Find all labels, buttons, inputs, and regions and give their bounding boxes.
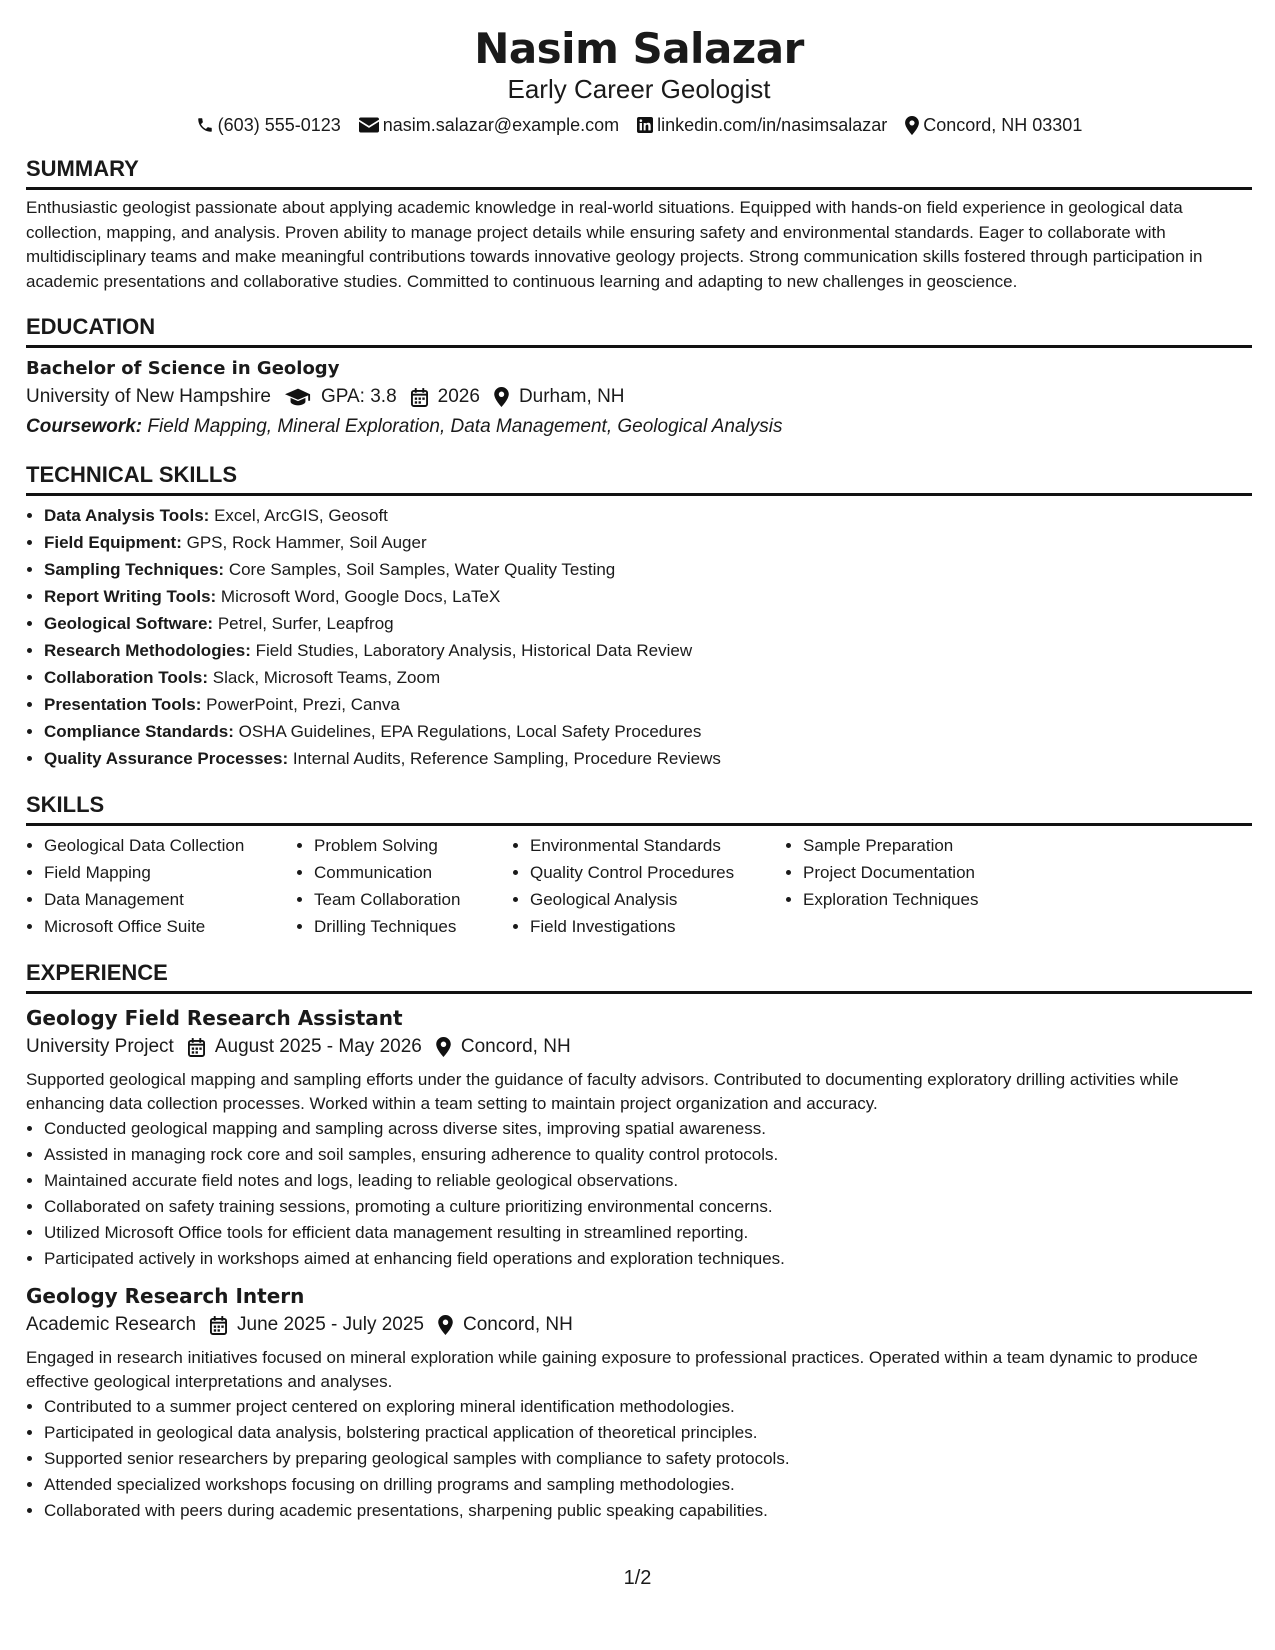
education-section	[26, 294, 1252, 442]
summary-section	[26, 136, 1252, 294]
job-bullets	[26, 1116, 1252, 1272]
experience-entry	[26, 1004, 1252, 1272]
skill-label: Presentation Tools:	[44, 695, 202, 714]
calendar-icon	[210, 1316, 227, 1335]
skill-value: Core Samples, Soil Samples, Water Quality Testing	[228, 560, 616, 579]
list-item: • Collaborated on safety training sessions, promoting a culture prioritizing environmental concerns.	[44, 1194, 1252, 1220]
job-dates: August 2025 - May 2026	[214, 1036, 422, 1057]
list-item	[44, 637, 1252, 664]
education-year: 2026	[437, 386, 480, 407]
list-item: • Supported senior researchers by preparing geological samples with compliance to safety protocols.	[44, 1446, 1252, 1472]
job-title: Geology Research Intern	[26, 1284, 305, 1308]
skill-label: Sampling Techniques:	[44, 560, 225, 579]
map-pin-icon	[438, 1315, 453, 1335]
list-item: • Project Documentation	[803, 859, 1043, 886]
list-item	[44, 556, 1252, 583]
resume-header	[26, 24, 1252, 136]
list-item: • Problem Solving	[314, 832, 512, 859]
job-dates: June 2025 - July 2025	[237, 1314, 424, 1335]
education-meta	[26, 382, 1252, 412]
education-school: University of New Hampshire	[26, 386, 271, 407]
skill-value: Petrel, Surfer, Leapfrog	[217, 614, 394, 633]
list-item: • Communication	[314, 859, 512, 886]
list-item: • Team Collaboration	[314, 886, 512, 913]
skill-value: PowerPoint, Prezi, Canva	[206, 695, 400, 714]
list-item	[44, 745, 1252, 772]
skill-label: Collaboration Tools:	[44, 668, 209, 687]
list-item	[44, 502, 1252, 529]
technical-skills-list	[26, 502, 1252, 772]
job-organization: University Project	[26, 1036, 174, 1057]
contact-phone[interactable]	[196, 114, 341, 136]
contact-location-text: Concord, NH 03301	[923, 115, 1083, 135]
skill-label: Report Writing Tools:	[44, 587, 217, 606]
skill-value: Slack, Microsoft Teams, Zoom	[212, 668, 441, 687]
skill-label: Research Methodologies:	[44, 641, 251, 660]
list-item: • Geological Data Collection	[44, 832, 296, 859]
education-gpa: GPA: 3.8	[320, 386, 397, 407]
skills-column	[26, 832, 296, 940]
skills-column	[296, 832, 512, 940]
phone-icon	[196, 116, 214, 134]
list-item: • Exploration Techniques	[803, 886, 1043, 913]
skill-label: Data Analysis Tools:	[44, 506, 210, 525]
job-description: Supported geological mapping and sampling efforts under the guidance of faculty advisors. Contributed to documenting exploratory drilling activities while enhancing data collection processes. Worked within a team setting to maintain project organization and accuracy.	[26, 1070, 1179, 1113]
contact-phone-text: (603) 555-0123	[217, 115, 341, 135]
list-item: • Environmental Standards	[530, 832, 785, 859]
list-item: • Data Management	[44, 886, 296, 913]
list-item: • Conducted geological mapping and sampling across diverse sites, improving spatial awareness.	[44, 1116, 1252, 1142]
list-item: • Microsoft Office Suite	[44, 913, 296, 940]
list-item: • Field Mapping	[44, 859, 296, 886]
skill-value: GPS, Rock Hammer, Soil Auger	[186, 533, 427, 552]
education-heading: EDUCATION	[26, 294, 1252, 348]
list-item: • Attended specialized workshops focusing on drilling programs and sampling methodologies.	[44, 1472, 1252, 1498]
page-number: 1/2	[623, 1567, 652, 1589]
list-item: • Drilling Techniques	[314, 913, 512, 940]
map-pin-icon	[905, 116, 919, 135]
list-item	[44, 664, 1252, 691]
job-bullets	[26, 1394, 1252, 1524]
map-pin-icon	[494, 387, 509, 407]
education-degree: Bachelor of Science in Geology	[26, 358, 340, 379]
job-description: Engaged in research initiatives focused on mineral exploration while gaining exposure to professional practices. Operated within a team dynamic to produce effective geological interpretations and analyses.	[26, 1348, 1198, 1391]
graduation-cap-icon	[285, 388, 311, 406]
experience-section	[26, 940, 1252, 1524]
skill-value: Field Studies, Laboratory Analysis, Historical Data Review	[255, 641, 693, 660]
technical-skills-section	[26, 442, 1252, 772]
contact-email-text: nasim.salazar@example.com	[382, 115, 620, 135]
skill-value: OSHA Guidelines, EPA Regulations, Local Safety Procedures	[238, 722, 702, 741]
list-item: • Participated in geological data analysis, bolstering practical application of theoretical principles.	[44, 1420, 1252, 1446]
contact-linkedin-text: linkedin.com/in/nasimsalazar	[657, 115, 888, 135]
resume-page	[26, 20, 1252, 1524]
experience-heading: EXPERIENCE	[26, 940, 1252, 994]
list-item: • Quality Control Procedures	[530, 859, 785, 886]
skills-column	[785, 832, 1043, 940]
job-location: Concord, NH	[463, 1314, 573, 1335]
job-location: Concord, NH	[460, 1036, 571, 1057]
calendar-icon	[411, 388, 428, 407]
list-item	[44, 610, 1252, 637]
job-meta	[26, 1310, 1252, 1340]
skill-value: Excel, ArcGIS, Geosoft	[214, 506, 388, 525]
skill-value: Microsoft Word, Google Docs, LaTeX	[220, 587, 501, 606]
experience-entry	[26, 1282, 1252, 1524]
skills-heading: SKILLS	[26, 772, 1252, 826]
skill-label: Quality Assurance Processes:	[44, 749, 289, 768]
list-item: • Field Investigations	[530, 913, 785, 940]
list-item: • Geological Analysis	[530, 886, 785, 913]
list-item	[44, 718, 1252, 745]
job-title: Geology Field Research Assistant	[26, 1006, 403, 1030]
job-organization: Academic Research	[26, 1314, 197, 1335]
summary-text: Enthusiastic geologist passionate about applying academic knowledge in real-world situations. Equipped with hands-on field experience in geological data collection, mapping, and analysis. Proven ability to manage project details while ensuring safety and environmental standards. Eager to collaborate with multidisciplinary teams and make meaningful contributions towards innovative geology projects. Strong communication skills fostered through participation in academic presentations and collaborative studies. Committed to continuous learning and adapting to new challenges in geoscience.	[26, 198, 1203, 291]
linkedin-icon	[637, 117, 653, 133]
contact-linkedin[interactable]	[637, 114, 887, 136]
list-item: • Contributed to a summer project centered on exploring mineral identification methodologies.	[44, 1394, 1252, 1420]
skills-grid	[26, 832, 1252, 940]
skill-label: Field Equipment:	[44, 533, 182, 552]
list-item	[44, 529, 1252, 556]
contact-bar	[26, 114, 1252, 136]
list-item	[44, 691, 1252, 718]
candidate-title: Early Career Geologist	[507, 74, 771, 104]
skill-label: Compliance Standards:	[44, 722, 234, 741]
skill-label: Geological Software:	[44, 614, 214, 633]
contact-email[interactable]	[359, 114, 619, 136]
list-item: • Utilized Microsoft Office tools for efficient data management resulting in streamlined reporting.	[44, 1220, 1252, 1246]
email-icon	[359, 117, 379, 133]
list-item	[44, 583, 1252, 610]
list-item: • Collaborated with peers during academic presentations, sharpening public speaking capabilities.	[44, 1498, 1252, 1524]
summary-heading: SUMMARY	[26, 136, 1252, 190]
list-item: • Maintained accurate field notes and logs, leading to reliable geological observations.	[44, 1168, 1252, 1194]
technical-skills-heading: TECHNICAL SKILLS	[26, 442, 1252, 496]
map-pin-icon	[436, 1037, 451, 1057]
job-meta	[26, 1032, 1252, 1062]
skill-value: Internal Audits, Reference Sampling, Procedure Reviews	[292, 749, 721, 768]
skills-column	[512, 832, 785, 940]
coursework-label: Coursework:	[26, 416, 143, 437]
education-location: Durham, NH	[518, 386, 625, 407]
list-item: • Assisted in managing rock core and soil samples, ensuring adherence to quality control protocols.	[44, 1142, 1252, 1168]
candidate-name: Nasim Salazar	[474, 24, 804, 73]
list-item: • Sample Preparation	[803, 832, 1043, 859]
list-item: • Participated actively in workshops aimed at enhancing field operations and exploration techniques.	[44, 1246, 1252, 1272]
calendar-icon	[188, 1038, 205, 1057]
education-coursework	[26, 412, 1252, 442]
coursework-list: Field Mapping, Mineral Exploration, Data Management, Geological Analysis	[147, 416, 783, 437]
skills-section	[26, 772, 1252, 940]
contact-location	[905, 114, 1082, 136]
